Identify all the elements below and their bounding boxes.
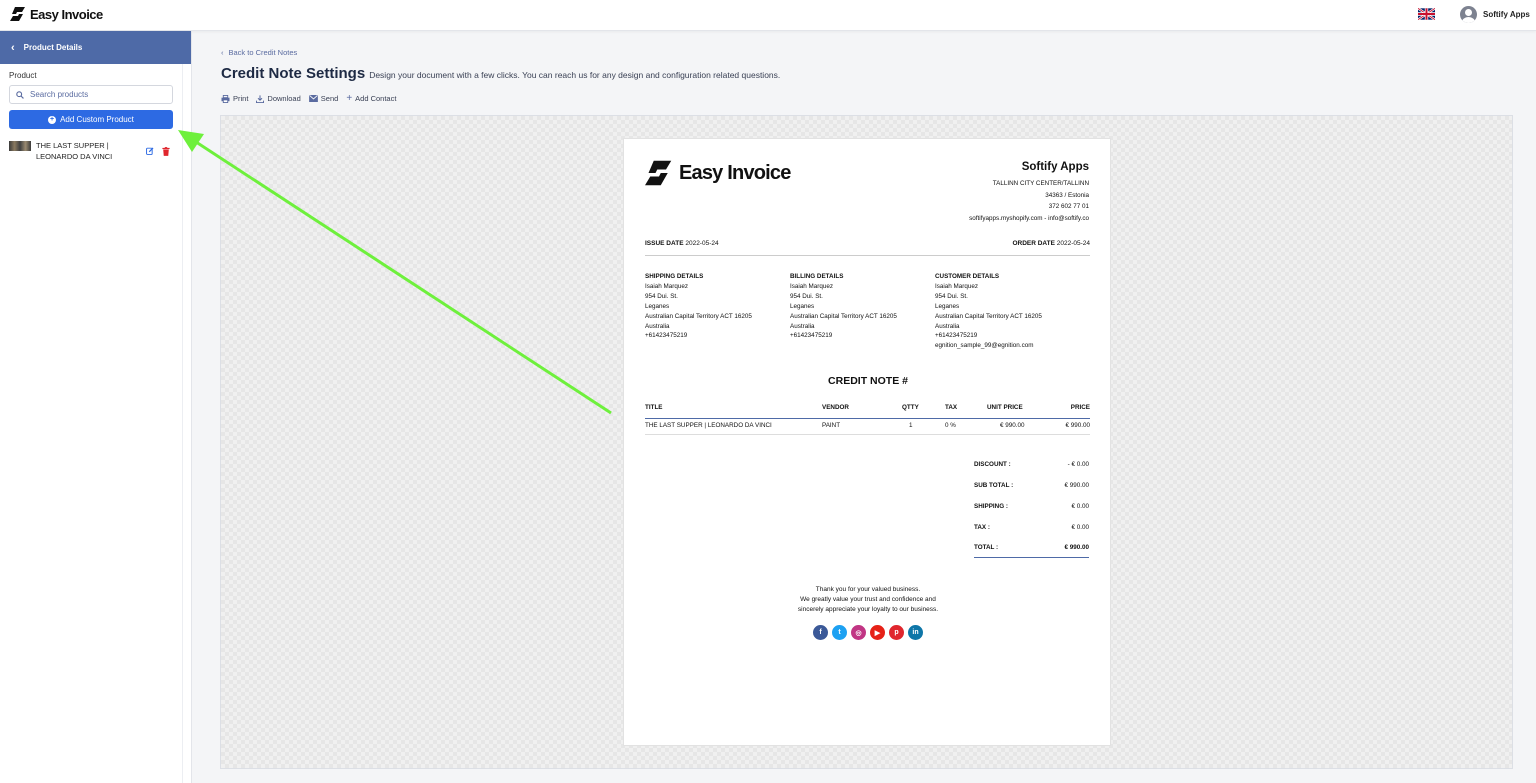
- billing-city: Leganes: [790, 302, 815, 310]
- customer-details: [935, 272, 1075, 351]
- billing-details: [790, 272, 930, 341]
- trash-icon[interactable]: [162, 147, 170, 156]
- tax-total-label: TAX :: [974, 524, 990, 531]
- subtotal-label: SUB TOTAL :: [974, 482, 1014, 489]
- shipping-city: Leganes: [645, 302, 670, 310]
- easy-invoice-logo-icon: [645, 159, 673, 187]
- back-to-credit-notes-link[interactable]: [221, 48, 297, 57]
- table-row: [645, 421, 1090, 435]
- customer-region: Australian Capital Territory ACT 16205: [935, 312, 1042, 320]
- credit-note-document: [623, 138, 1111, 746]
- tax-total-value: € 0.00: [1071, 524, 1089, 531]
- back-link-label: Back to Credit Notes: [228, 48, 298, 57]
- customer-email: egnition_sample_99@egnition.com: [935, 342, 1034, 350]
- shipping-total-value: € 0.00: [1071, 503, 1089, 510]
- youtube-icon[interactable]: ▶: [870, 625, 885, 640]
- billing-street: 954 Dui. St.: [790, 292, 823, 300]
- customer-name: Isaiah Marquez: [935, 282, 979, 290]
- order-date: [1012, 240, 1090, 247]
- product-thumbnail: [9, 141, 31, 151]
- print-button[interactable]: [221, 94, 248, 103]
- company-address-line: 34363 / Estonia: [1045, 191, 1089, 199]
- col-unit-price: UNIT PRICE: [987, 404, 1023, 411]
- printer-icon: [221, 95, 230, 103]
- items-table-header: [645, 403, 1090, 419]
- company-name: Softify Apps: [1021, 161, 1089, 173]
- page-subtitle: Design your document with a few clicks. You can reach us for any design and configuration related questions.: [369, 70, 781, 80]
- list-item[interactable]: [9, 140, 174, 164]
- send-button[interactable]: [309, 94, 339, 103]
- page-heading: Credit Note Settings: [221, 65, 366, 82]
- row-price: € 990.00: [1065, 422, 1090, 429]
- customer-city: Leganes: [935, 302, 960, 310]
- app-logo[interactable]: [10, 6, 103, 22]
- shipping-details-title: SHIPPING DETAILS: [645, 273, 704, 280]
- sidebar: [0, 31, 192, 783]
- print-label: Print: [233, 94, 249, 103]
- total-label: TOTAL :: [974, 544, 999, 551]
- product-name: THE LAST SUPPER | LEONARDO DA VINCI: [36, 141, 113, 161]
- shipping-street: 954 Dui. St.: [645, 292, 678, 300]
- col-qty: QTTY: [902, 404, 919, 411]
- pinterest-icon[interactable]: p: [889, 625, 904, 640]
- company-contact: softifyapps.myshopify.com - info@softify.co: [969, 214, 1089, 222]
- shipping-region: Australian Capital Territory ACT 16205: [645, 312, 752, 320]
- issue-date: [645, 240, 719, 247]
- easy-invoice-logo-icon: [10, 6, 26, 22]
- order-date-label: ORDER DATE: [1012, 240, 1055, 247]
- twitter-icon[interactable]: t: [832, 625, 847, 640]
- customer-phone: +61423475219: [935, 332, 978, 340]
- order-date-value: 2022-05-24: [1056, 240, 1090, 247]
- shipping-details: [645, 272, 785, 341]
- total-value: € 990.00: [1064, 544, 1089, 551]
- chevron-left-icon[interactable]: ‹: [11, 41, 15, 54]
- row-title: THE LAST SUPPER | LEONARDO DA VINCI: [645, 422, 772, 429]
- row-unit-price: € 990.00: [1000, 422, 1025, 429]
- discount-label: DISCOUNT :: [974, 461, 1011, 468]
- document-dates: [645, 239, 1090, 256]
- customer-details-title: CUSTOMER DETAILS: [935, 273, 1000, 280]
- col-vendor: VENDOR: [822, 404, 849, 411]
- discount-value: - € 0.00: [1067, 461, 1089, 468]
- shipping-name: Isaiah Marquez: [645, 282, 689, 290]
- thank-you-note: [624, 585, 1112, 614]
- add-contact-button[interactable]: [346, 94, 396, 103]
- billing-region: Australian Capital Territory ACT 16205: [790, 312, 897, 320]
- col-title: TITLE: [645, 404, 663, 411]
- top-bar: [0, 0, 1536, 31]
- page-title: [221, 65, 780, 82]
- row-tax: 0 %: [945, 422, 956, 429]
- document-actions: [221, 94, 396, 103]
- user-menu[interactable]: [1460, 6, 1530, 23]
- instagram-icon[interactable]: ◎: [851, 625, 866, 640]
- search-icon: [16, 91, 24, 99]
- avatar: [1460, 6, 1477, 23]
- sidebar-title: Product Details: [23, 43, 83, 52]
- chevron-left-icon: ‹: [221, 48, 224, 57]
- row-vendor: PAINT: [822, 422, 841, 429]
- document-logo: [645, 159, 791, 187]
- customer-street: 954 Dui. St.: [935, 292, 968, 300]
- user-name: Softify Apps: [1483, 10, 1530, 19]
- company-details: [969, 161, 1089, 224]
- uk-flag-icon[interactable]: [1418, 8, 1435, 20]
- thanks-line: Thank you for your valued business.: [815, 586, 921, 593]
- billing-phone: +61423475219: [790, 332, 833, 340]
- search-input[interactable]: [30, 90, 170, 99]
- billing-name: Isaiah Marquez: [790, 282, 834, 290]
- thanks-line: sincerely appreciate your loyalty to our business.: [797, 605, 939, 613]
- shipping-phone: +61423475219: [645, 332, 688, 340]
- sidebar-scrollbar[interactable]: [182, 64, 183, 783]
- linkedin-icon[interactable]: in: [908, 625, 923, 640]
- issue-date-value: 2022-05-24: [685, 240, 719, 247]
- col-price: PRICE: [1070, 404, 1090, 411]
- product-label: Product: [9, 71, 37, 80]
- download-label: Download: [267, 94, 301, 103]
- shipping-total-label: SHIPPING :: [974, 503, 1008, 510]
- company-address-line: TALLINN CITY CENTER/TALLINN: [992, 180, 1089, 187]
- add-custom-product-button[interactable]: [9, 110, 173, 129]
- app-brand-name: Easy Invoice: [30, 6, 103, 22]
- edit-icon[interactable]: [146, 147, 154, 155]
- plus-icon: +: [346, 92, 353, 104]
- thanks-line: We greatly value your trust and confidence and: [800, 595, 936, 603]
- download-button[interactable]: [256, 94, 300, 103]
- billing-country: Australia: [790, 322, 815, 330]
- plus-circle-icon: +: [50, 115, 55, 123]
- shipping-country: Australia: [645, 322, 670, 330]
- subtotal-value: € 990.00: [1064, 482, 1089, 489]
- billing-details-title: BILLING DETAILS: [790, 273, 844, 280]
- send-label: Send: [320, 94, 339, 103]
- row-qty: 1: [909, 422, 913, 429]
- add-custom-product-label: Add Custom Product: [60, 115, 134, 124]
- envelope-icon: [309, 95, 318, 102]
- add-contact-label: Add Contact: [355, 94, 397, 103]
- sidebar-header[interactable]: [0, 31, 191, 64]
- customer-country: Australia: [935, 322, 960, 330]
- download-icon: [256, 95, 264, 103]
- facebook-icon[interactable]: f: [813, 625, 828, 640]
- credit-note-title: CREDIT NOTE #: [828, 375, 908, 387]
- document-logo-text: Easy Invoice: [679, 161, 791, 184]
- totals-divider: [974, 557, 1089, 558]
- col-tax: TAX: [945, 404, 958, 411]
- company-phone: 372 602 77 01: [1048, 203, 1089, 210]
- issue-date-label: ISSUE DATE: [645, 240, 684, 247]
- social-links: [813, 625, 923, 640]
- product-search[interactable]: [9, 85, 173, 104]
